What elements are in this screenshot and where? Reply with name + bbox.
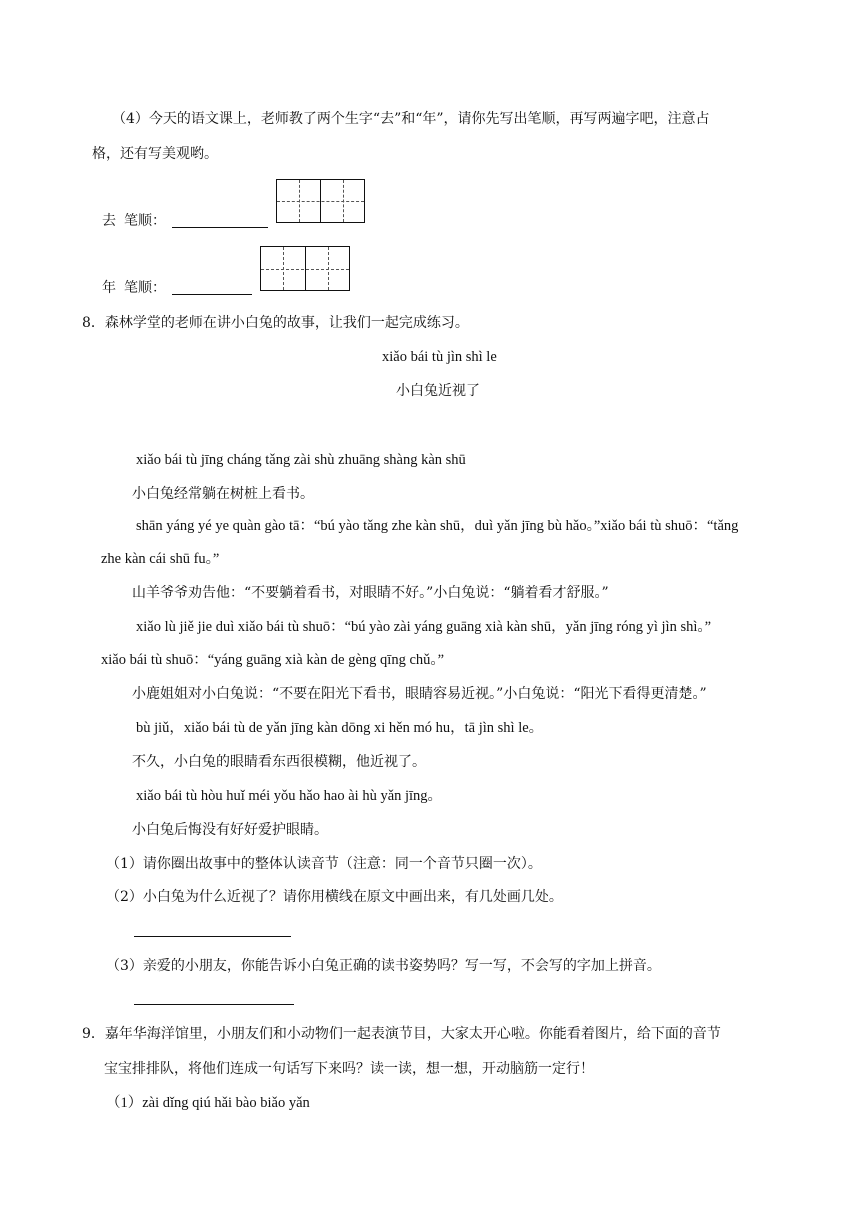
tianzige-grid-qu[interactable] xyxy=(276,179,365,223)
char-qu-label: 去 xyxy=(102,213,116,229)
q7-4-instruction-line2: 格，还有写美观哟。 xyxy=(92,146,218,162)
stroke-order-label: 笔顺： xyxy=(124,213,166,229)
story-title: 小白兔近视了 xyxy=(396,383,480,399)
story-p2-pinyin-b: zhe kàn cái shū fu。” xyxy=(101,551,220,567)
story-p4-text: 不久，小白兔的眼睛看东西很模糊，他近视了。 xyxy=(132,754,426,770)
answer-blank-sub2[interactable] xyxy=(134,936,291,937)
stroke-order-blank-nian[interactable] xyxy=(172,294,252,295)
q8-sub1: （1）请你圈出故事中的整体认读音节（注意：同一个音节只圈一次）。 xyxy=(106,856,542,872)
q7-4-instruction-line1: （4）今天的语文课上，老师教了两个生字“去”和“年”，请你先写出笔顺，再写两遍字吧，注意占 xyxy=(112,111,710,127)
story-p3-text: 小鹿姐姐对小白兔说：“不要在阳光下看书，眼睛容易近视。”小白兔说：“阳光下看得更清楚。” xyxy=(132,686,707,702)
q9-instruction-line1: 9．嘉年华海洋馆里，小朋友们和小动物们一起表演节目，大家太开心啦。你能看着图片，给下面的音节 xyxy=(82,1026,721,1042)
story-p1-pinyin: xiǎo bái tù jīng cháng tǎng zài shù zhuāng shàng kàn shū xyxy=(136,452,466,468)
story-p4-pinyin: bù jiǔ，xiǎo bái tù de yǎn jīng kàn dōng xi hěn mó hu，tā jìn shì le。 xyxy=(136,720,544,736)
tianzige-grid-nian[interactable] xyxy=(260,246,350,291)
q8-intro: 8．森林学堂的老师在讲小白兔的故事，让我们一起完成练习。 xyxy=(82,315,469,331)
story-p3-pinyin-b: xiǎo bái tù shuō：“yáng guāng xià kàn de gèng qīng chǔ。” xyxy=(101,652,445,668)
story-p2-text: 山羊爷爷劝告他：“不要躺着看书，对眼睛不好。”小白兔说：“躺着看才舒服。” xyxy=(132,585,609,601)
stroke-order-label: 笔顺： xyxy=(124,280,166,296)
story-p5-pinyin: xiǎo bái tù hòu huǐ méi yǒu hǎo hao ài hù yǎn jīng。 xyxy=(136,788,443,804)
q9-sub1: （1）zài dǐng qiú hǎi bào biǎo yǎn xyxy=(106,1095,310,1111)
stroke-order-blank-qu[interactable] xyxy=(172,227,268,228)
story-p3-pinyin-a: xiǎo lù jiě jie duì xiǎo bái tù shuō：“bú yào zài yáng guāng xià kàn shū，yǎn jīng róng yì jìn shì。” xyxy=(136,619,712,635)
story-p1-text: 小白兔经常躺在树桩上看书。 xyxy=(132,486,314,502)
char-nian-label: 年 xyxy=(102,280,116,296)
q9-instruction-line2: 宝宝排排队，将他们连成一句话写下来吗？读一读，想一想，开动脑筋一定行！ xyxy=(104,1061,594,1077)
q8-sub3: （3）亲爱的小朋友，你能告诉小白兔正确的读书姿势吗？写一写，不会写的字加上拼音。 xyxy=(106,958,661,974)
story-title-pinyin: xiǎo bái tù jìn shì le xyxy=(382,349,497,365)
answer-blank-sub3[interactable] xyxy=(134,1004,294,1005)
q8-sub2: （2）小白兔为什么近视了？请你用横线在原文中画出来，有几处画几处。 xyxy=(106,889,563,905)
story-p5-text: 小白兔后悔没有好好爱护眼睛。 xyxy=(132,822,328,838)
story-p2-pinyin-a: shān yáng yé ye quàn gào tā：“bú yào tǎng zhe kàn shū，duì yǎn jīng bù hǎo。”xiǎo bái tù shuō：“tǎng xyxy=(136,518,739,534)
